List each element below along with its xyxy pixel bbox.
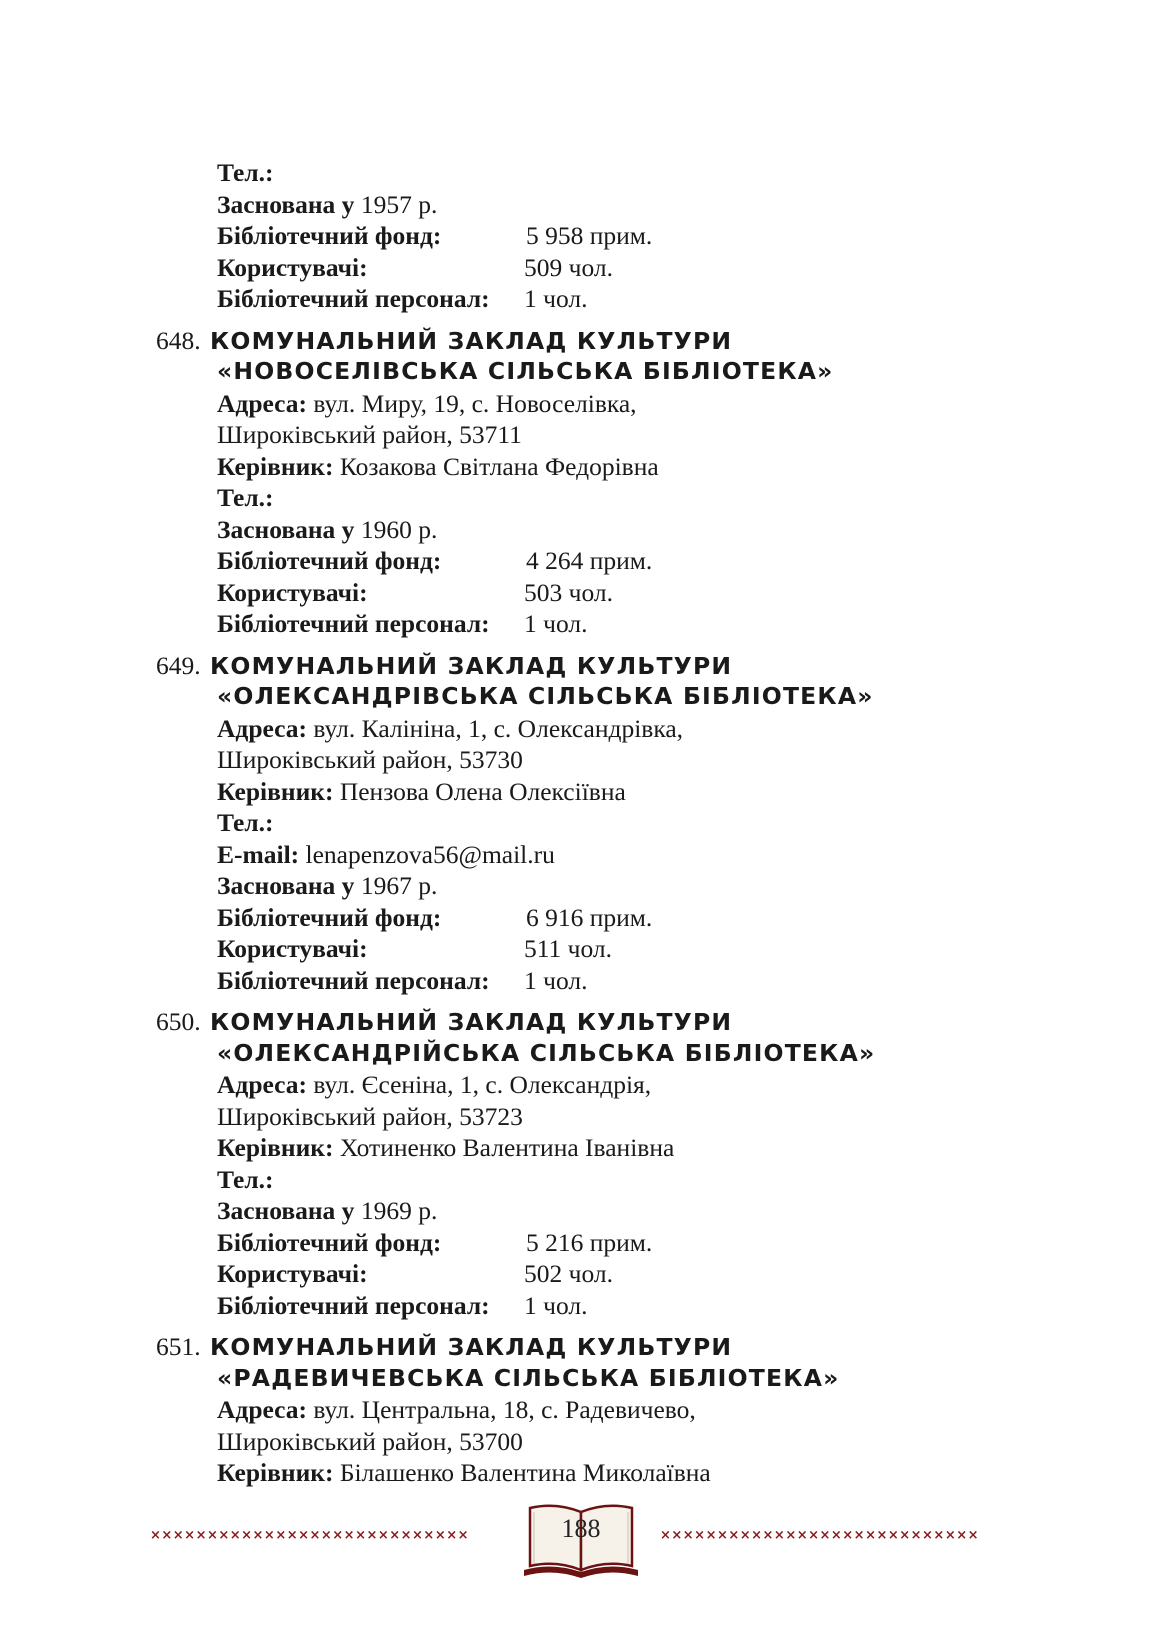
fund-label: Бібліотечний фонд: bbox=[217, 902, 442, 932]
address-value-2: Широківський район, 53723 bbox=[217, 1101, 523, 1131]
entry-title bbox=[156, 1006, 1056, 1038]
entry-number: 648. bbox=[156, 325, 201, 355]
entry-title-line1: КОМУНАЛЬНИЙ ЗАКЛАД КУЛЬТУРИ bbox=[210, 1333, 733, 1361]
entry-title-line1: КОМУНАЛЬНИЙ ЗАКЛАД КУЛЬТУРИ bbox=[210, 1008, 733, 1036]
head-value: Пензова Олена Олексіївна bbox=[339, 776, 626, 806]
entry-title-line2: «РАДЕВИЧЕВСЬКА СІЛЬСЬКА БІБЛІОТЕКА» bbox=[217, 1363, 840, 1392]
head-line bbox=[156, 451, 1056, 483]
phone-label: Тел.: bbox=[217, 1164, 274, 1194]
library-entry-648 bbox=[156, 325, 1056, 640]
page-number: 188 bbox=[561, 1514, 601, 1543]
entry-title-line1: КОМУНАЛЬНИЙ ЗАКЛАД КУЛЬТУРИ bbox=[210, 326, 733, 355]
address-value: вул. Миру, 19, с. Новоселівка, bbox=[313, 388, 637, 418]
footer-ornament-right: ×××××××××××××××××××××××××××× bbox=[660, 1528, 979, 1543]
users-value: 502 чол. bbox=[524, 1259, 613, 1288]
staff-line bbox=[156, 283, 1056, 315]
staff-value: 1 чол. bbox=[524, 965, 588, 995]
email-line bbox=[156, 839, 1056, 871]
address-line-2 bbox=[156, 1101, 1056, 1133]
users-value: 503 чол. bbox=[524, 577, 613, 607]
address-line-2 bbox=[156, 744, 1056, 776]
head-label: Керівник: bbox=[217, 776, 334, 806]
founded-label: Заснована у bbox=[217, 189, 355, 219]
phone-line bbox=[156, 482, 1056, 514]
phone-line bbox=[156, 807, 1056, 839]
address-value: вул. Центральна, 18, с. Радевичево, bbox=[313, 1395, 696, 1424]
fund-line bbox=[156, 1227, 1056, 1259]
founded-label: Заснована у bbox=[217, 514, 355, 544]
fund-value: 4 264 прим. bbox=[526, 546, 653, 575]
address-line bbox=[156, 1394, 1056, 1426]
phone-label: Тел.: bbox=[217, 483, 274, 512]
founded-line bbox=[156, 514, 1056, 546]
staff-line bbox=[156, 608, 1056, 640]
users-line bbox=[156, 1258, 1056, 1290]
entry-title bbox=[156, 325, 1056, 357]
founded-value: 1960 р. bbox=[360, 514, 438, 544]
library-entry-650 bbox=[156, 1006, 1056, 1321]
entry-subtitle bbox=[156, 356, 1056, 388]
head-label: Керівник: bbox=[217, 1133, 334, 1162]
entry-title-line2: «ОЛЕКСАНДРІВСЬКА СІЛЬСЬКА БІБЛІОТЕКА» bbox=[217, 682, 874, 710]
address-line bbox=[156, 713, 1056, 745]
founded-value: 1967 р. bbox=[360, 871, 438, 900]
address-value-2: Широківський район, 53711 bbox=[217, 420, 522, 449]
entry-number: 649. bbox=[156, 650, 201, 680]
entry-subtitle bbox=[156, 681, 1056, 713]
users-value: 511 чол. bbox=[524, 934, 613, 963]
staff-label: Бібліотечний персонал: bbox=[217, 284, 490, 313]
users-line bbox=[156, 933, 1056, 965]
staff-label: Бібліотечний персонал: bbox=[217, 609, 490, 638]
fund-label: Бібліотечний фонд: bbox=[217, 221, 442, 250]
address-value: вул. Єсеніна, 1, с. Олександрія, bbox=[313, 1070, 652, 1099]
address-value-2: Широківський район, 53700 bbox=[217, 1426, 523, 1456]
staff-label: Бібліотечний персонал: bbox=[217, 965, 490, 995]
phone-label: Тел.: bbox=[217, 158, 274, 187]
head-line bbox=[156, 776, 1056, 808]
fund-value: 5 958 прим. bbox=[526, 221, 653, 250]
head-line bbox=[156, 1457, 1056, 1489]
entry-title-line2: «ОЛЕКСАНДРІЙСЬКА СІЛЬСЬКА БІБЛІОТЕКА» bbox=[217, 1038, 876, 1067]
founded-line bbox=[156, 1195, 1056, 1227]
entry-title-line2: «НОВОСЕЛІВСЬКА СІЛЬСЬКА БІБЛІОТЕКА» bbox=[217, 357, 834, 385]
address-value-2: Широківський район, 53730 bbox=[217, 745, 523, 774]
fund-line bbox=[156, 220, 1056, 252]
phone-label: Тел.: bbox=[217, 808, 274, 837]
entry-title bbox=[156, 1331, 1056, 1363]
email-value: lenapenzova56@mail.ru bbox=[305, 839, 555, 869]
founded-value: 1969 р. bbox=[360, 1196, 438, 1225]
head-value: Козакова Світлана Федорівна bbox=[339, 451, 659, 481]
founded-label: Заснована у bbox=[217, 1196, 355, 1225]
entry-title bbox=[156, 650, 1056, 682]
page-footer bbox=[150, 1500, 1014, 1580]
staff-value: 1 чол. bbox=[524, 1290, 588, 1320]
head-label: Керівник: bbox=[217, 451, 334, 481]
staff-line bbox=[156, 965, 1056, 997]
staff-value: 1 чол. bbox=[524, 284, 588, 313]
address-line bbox=[156, 1069, 1056, 1101]
founded-label: Заснована у bbox=[217, 871, 355, 900]
head-value: Білашенко Валентина Миколаївна bbox=[339, 1458, 711, 1487]
entry-number: 650. bbox=[156, 1007, 201, 1036]
fund-value: 6 916 прим. bbox=[526, 902, 653, 932]
footer-ornament-left: ×××××××××××××××××××××××××××× bbox=[150, 1528, 469, 1543]
phone-line bbox=[156, 1164, 1056, 1196]
email-label: E-mail: bbox=[217, 839, 300, 869]
users-label: Користувачі: bbox=[217, 1259, 368, 1288]
founded-line bbox=[156, 870, 1056, 902]
library-entry-651 bbox=[156, 1331, 1056, 1489]
prev-entry bbox=[156, 157, 1056, 315]
users-label: Користувачі: bbox=[217, 252, 368, 282]
entry-number: 651. bbox=[156, 1332, 201, 1361]
address-line-2 bbox=[156, 419, 1056, 451]
founded-line bbox=[156, 189, 1056, 221]
address-line-2 bbox=[156, 1426, 1056, 1458]
users-label: Користувачі: bbox=[217, 934, 368, 963]
fund-value: 5 216 прим. bbox=[526, 1227, 653, 1257]
address-value: вул. Калініна, 1, с. Олександрівка, bbox=[313, 713, 684, 743]
staff-value: 1 чол. bbox=[524, 609, 588, 638]
staff-label: Бібліотечний персонал: bbox=[217, 1290, 490, 1320]
address-label: Адреса: bbox=[217, 1070, 307, 1099]
users-line bbox=[156, 577, 1056, 609]
library-entry-649 bbox=[156, 650, 1056, 997]
entry-title-line1: КОМУНАЛЬНИЙ ЗАКЛАД КУЛЬТУРИ bbox=[210, 651, 733, 680]
head-value: Хотиненко Валентина Іванівна bbox=[339, 1133, 675, 1162]
address-label: Адреса: bbox=[217, 713, 307, 743]
address-label: Адреса: bbox=[217, 1395, 307, 1424]
fund-line bbox=[156, 545, 1056, 577]
head-label: Керівник: bbox=[217, 1458, 334, 1487]
staff-line bbox=[156, 1290, 1056, 1322]
fund-label: Бібліотечний фонд: bbox=[217, 546, 442, 575]
address-label: Адреса: bbox=[217, 388, 307, 418]
entry-subtitle bbox=[156, 1363, 1056, 1395]
users-line bbox=[156, 252, 1056, 284]
phone-line bbox=[156, 157, 1056, 189]
directory-content bbox=[156, 157, 1056, 1489]
founded-value: 1957 р. bbox=[360, 189, 438, 219]
entry-subtitle bbox=[156, 1038, 1056, 1070]
address-line bbox=[156, 388, 1056, 420]
fund-label: Бібліотечний фонд: bbox=[217, 1227, 442, 1257]
head-line bbox=[156, 1132, 1056, 1164]
users-value: 509 чол. bbox=[524, 252, 613, 282]
fund-line bbox=[156, 902, 1056, 934]
users-label: Користувачі: bbox=[217, 577, 368, 607]
